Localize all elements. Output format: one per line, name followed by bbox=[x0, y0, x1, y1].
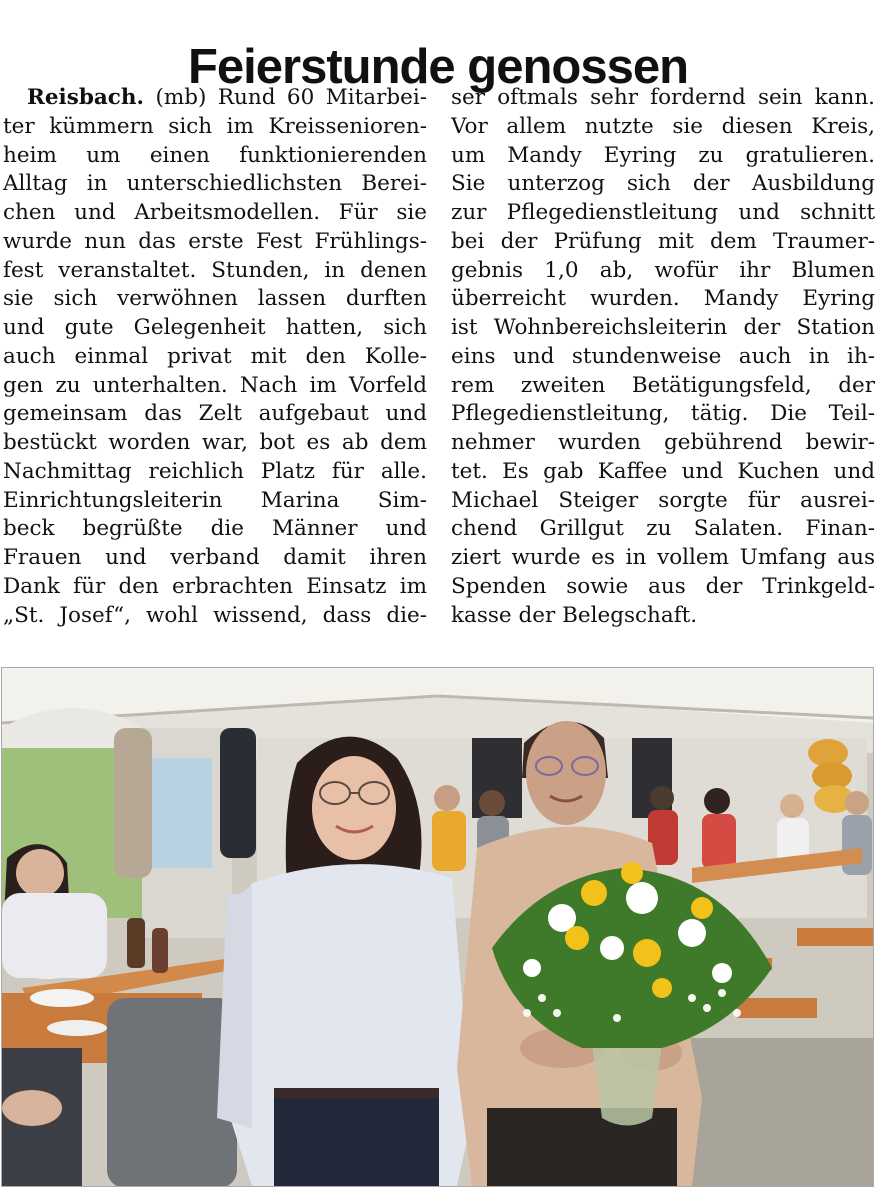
article-column-right bbox=[451, 84, 875, 630]
hanging-coat bbox=[114, 728, 152, 878]
text-line: Sie unterzog sich der Ausbildung bbox=[451, 171, 875, 197]
text-line: Spenden sowie aus der Trinkgeld- bbox=[451, 573, 875, 599]
text-line: eins und stundenweise auch in ih- bbox=[451, 343, 875, 369]
text-line: tet. Es gab Kaffee und Kuchen und bbox=[451, 458, 875, 484]
text-line: Frauen und verband damit ihren bbox=[3, 545, 427, 570]
text-line: ser oftmals sehr fordernd sein kann. bbox=[451, 85, 875, 110]
text-line: „St. Josef“, wohl wissend, dass die- bbox=[3, 602, 427, 628]
text-line: Vor allem nutzte sie diesen Kreis, bbox=[451, 113, 875, 139]
text-line: heim um einen funktionierenden bbox=[3, 142, 427, 168]
text-line: rem zweiten Betätigungsfeld, der bbox=[451, 372, 875, 398]
text-line: ist Wohnbereichsleiterin der Station bbox=[451, 315, 875, 340]
text-line: wurde nun das erste Fest Frühlings- bbox=[3, 228, 427, 254]
article-photo bbox=[1, 667, 874, 1187]
text-line: gen zu unterhalten. Nach im Vorfeld bbox=[3, 372, 427, 398]
text-line: chen und Arbeitsmodellen. Für sie bbox=[3, 200, 427, 225]
text-line: bestückt worden war, bot es ab dem bbox=[3, 430, 427, 455]
text-line: Pflegedienstleitung, tätig. Die Teil- bbox=[451, 401, 875, 427]
text-line: gemeinsam das Zelt aufgebaut und bbox=[3, 401, 427, 427]
text-line: um Mandy Eyring zu gratulieren. bbox=[451, 142, 875, 168]
tent-window-blue bbox=[152, 758, 212, 868]
text-line: Dank für den erbrachten Einsatz im bbox=[3, 573, 427, 599]
text-line: auch einmal privat mit den Kolle- bbox=[3, 343, 427, 369]
photo-illustration bbox=[2, 668, 873, 1186]
text-line: Alltag in unterschiedlichsten Berei- bbox=[3, 171, 427, 197]
article-headline: Feierstunde genossen bbox=[187, 39, 689, 94]
text-line: ziert wurde es in vollem Umfang aus bbox=[451, 545, 875, 570]
text-line: zur Pflegedienstleitung und schnitt bbox=[451, 200, 875, 225]
text-line-rest: (mb) Rund 60 Mitarbei- bbox=[144, 85, 427, 110]
text-line: chend Grillgut zu Salaten. Finan- bbox=[451, 516, 875, 542]
text-line: Einrichtungsleiterin Marina Sim- bbox=[3, 487, 427, 513]
text-line: nehmer wurden gebührend bewir- bbox=[451, 430, 875, 455]
text-line: Nachmittag reichlich Platz für alle. bbox=[3, 458, 427, 484]
text-line: gebnis 1,0 ab, wofür ihr Blumen bbox=[451, 257, 875, 283]
hanging-coat bbox=[220, 728, 256, 858]
text-line: beck begrüßte die Männer und bbox=[3, 516, 427, 542]
text-line: überreicht wurden. Mandy Eyring bbox=[451, 286, 875, 312]
text-line: Michael Steiger sorgte für ausrei- bbox=[451, 487, 875, 513]
text-line: ter kümmern sich im Kreissenioren- bbox=[3, 113, 427, 139]
text-line bbox=[3, 84, 427, 113]
text-line: fest veranstaltet. Stunden, in denen bbox=[3, 257, 427, 283]
article-column-left bbox=[3, 84, 427, 630]
text-line: bei der Prüfung mit dem Traumer- bbox=[451, 228, 875, 254]
text-line: kasse der Belegschaft. bbox=[451, 602, 698, 628]
chair bbox=[107, 998, 237, 1186]
text-line: sie sich verwöhnen lassen durften bbox=[3, 286, 427, 312]
text-line: und gute Gelegenheit hatten, sich bbox=[3, 315, 427, 340]
dateline: Reisbach. bbox=[27, 85, 144, 110]
